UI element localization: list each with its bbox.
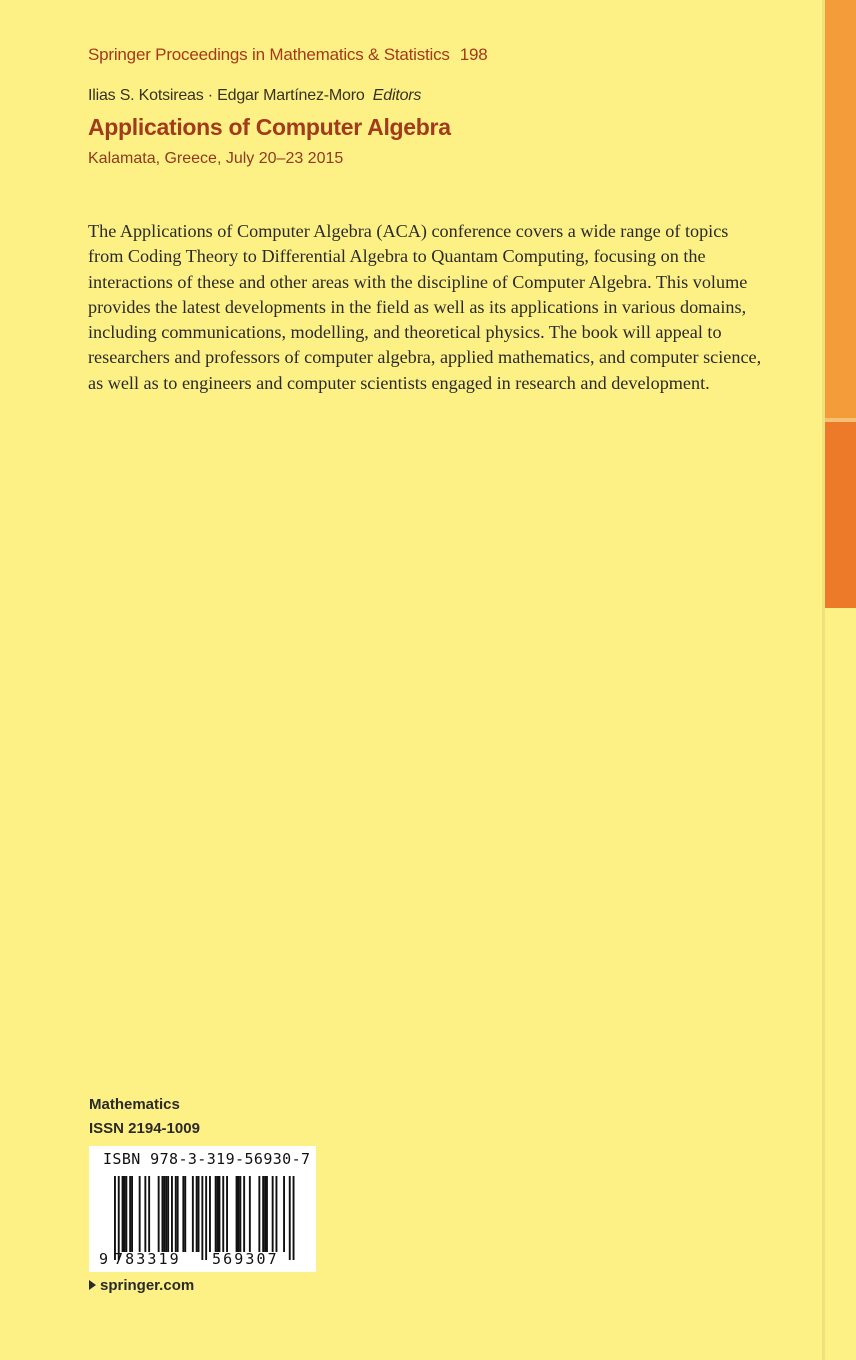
barcode-bar [124,1176,126,1252]
barcode-bar [238,1176,240,1252]
book-title: Applications of Computer Algebra [88,114,451,140]
barcode-bar [217,1176,219,1252]
barcode-bar [205,1176,207,1260]
barcode-bar [198,1176,200,1252]
barcode-bar [171,1176,173,1252]
barcode-bar [148,1176,150,1252]
book-spine [825,0,856,1360]
barcode-bar [182,1176,184,1252]
barcode-bar [165,1176,167,1252]
barcode-bar [283,1176,285,1252]
barcode-bar [239,1176,241,1252]
barcode-bar [215,1176,217,1252]
barcode-bar [264,1176,266,1252]
series-name: Springer Proceedings in Mathematics & Statistics [88,45,450,64]
barcode-bar [276,1176,278,1252]
issn-number: ISSN 2194-1009 [89,1120,200,1137]
subject-category: Mathematics [89,1096,180,1113]
barcode-bar [258,1176,260,1252]
website-label: springer.com [100,1277,195,1294]
barcode-bar [243,1176,245,1252]
barcode-bar [118,1176,120,1260]
barcode-first-digit: 9 [99,1250,109,1268]
book-description: The Applications of Computer Algebra (ACA) conference covers a wide range of topics from Coding Theory to Differential Algebra to Quantam Computing, focusing on the interactions of these and other areas with the discipline of Computer Algebra. This volume provides the latest developments in the field as well as its applications in various domains, including communications, modelling, and theoretical physics. The book will appeal to researchers and professors of computer algebra, applied mathematics, and computer science, as well as to engineers and computer scientists engaged in research and development. [88,221,762,393]
barcode-bar [177,1176,179,1252]
barcode-bar [163,1176,165,1252]
barcode-bar [219,1176,221,1252]
barcode-bar [175,1176,177,1252]
barcode-bar [201,1176,203,1260]
barcode-bar [272,1176,274,1252]
spine-orange-band [825,0,856,422]
barcode-bar [262,1176,264,1252]
barcode-bar [125,1176,127,1252]
editor-names: Ilias S. Kotsireas · Edgar Martínez-Moro [88,87,365,104]
barcode-bar [192,1176,194,1252]
barcode-bar [122,1176,124,1252]
barcode [89,1146,316,1272]
barcode-bar [249,1176,251,1252]
barcode-bar [162,1176,164,1252]
barcode-bar [222,1176,224,1252]
barcode-bar [236,1176,238,1252]
barcode-bar [196,1176,198,1252]
barcode-bar [226,1176,228,1252]
series-line [88,45,488,65]
book-subtitle: Kalamata, Greece, July 20–23 2015 [88,150,344,167]
triangle-right-icon [89,1280,96,1290]
spine-dark-orange-band [825,422,856,608]
barcode-bar [139,1176,141,1252]
barcode-bar [131,1176,133,1252]
editors-role: Editors [372,87,422,104]
barcode-bar [129,1176,131,1252]
barcode-digit-group-left: 783319 [114,1250,181,1268]
isbn-text: ISBN 978-3-319-56930-7 [103,1150,311,1168]
barcode-bar [266,1176,268,1252]
barcode-bar [167,1176,169,1252]
barcode-bar [289,1176,291,1260]
editors-line [88,87,421,105]
barcode-bar [184,1176,186,1252]
barcode-bar [209,1176,211,1252]
series-volume: 198 [459,45,488,64]
barcode-bar [158,1176,160,1252]
barcode-bar [293,1176,295,1260]
barcode-digit-group-right: 569307 [212,1250,279,1268]
barcode-bar [144,1176,146,1252]
barcode-bar [114,1176,116,1260]
publisher-website[interactable] [89,1277,194,1294]
